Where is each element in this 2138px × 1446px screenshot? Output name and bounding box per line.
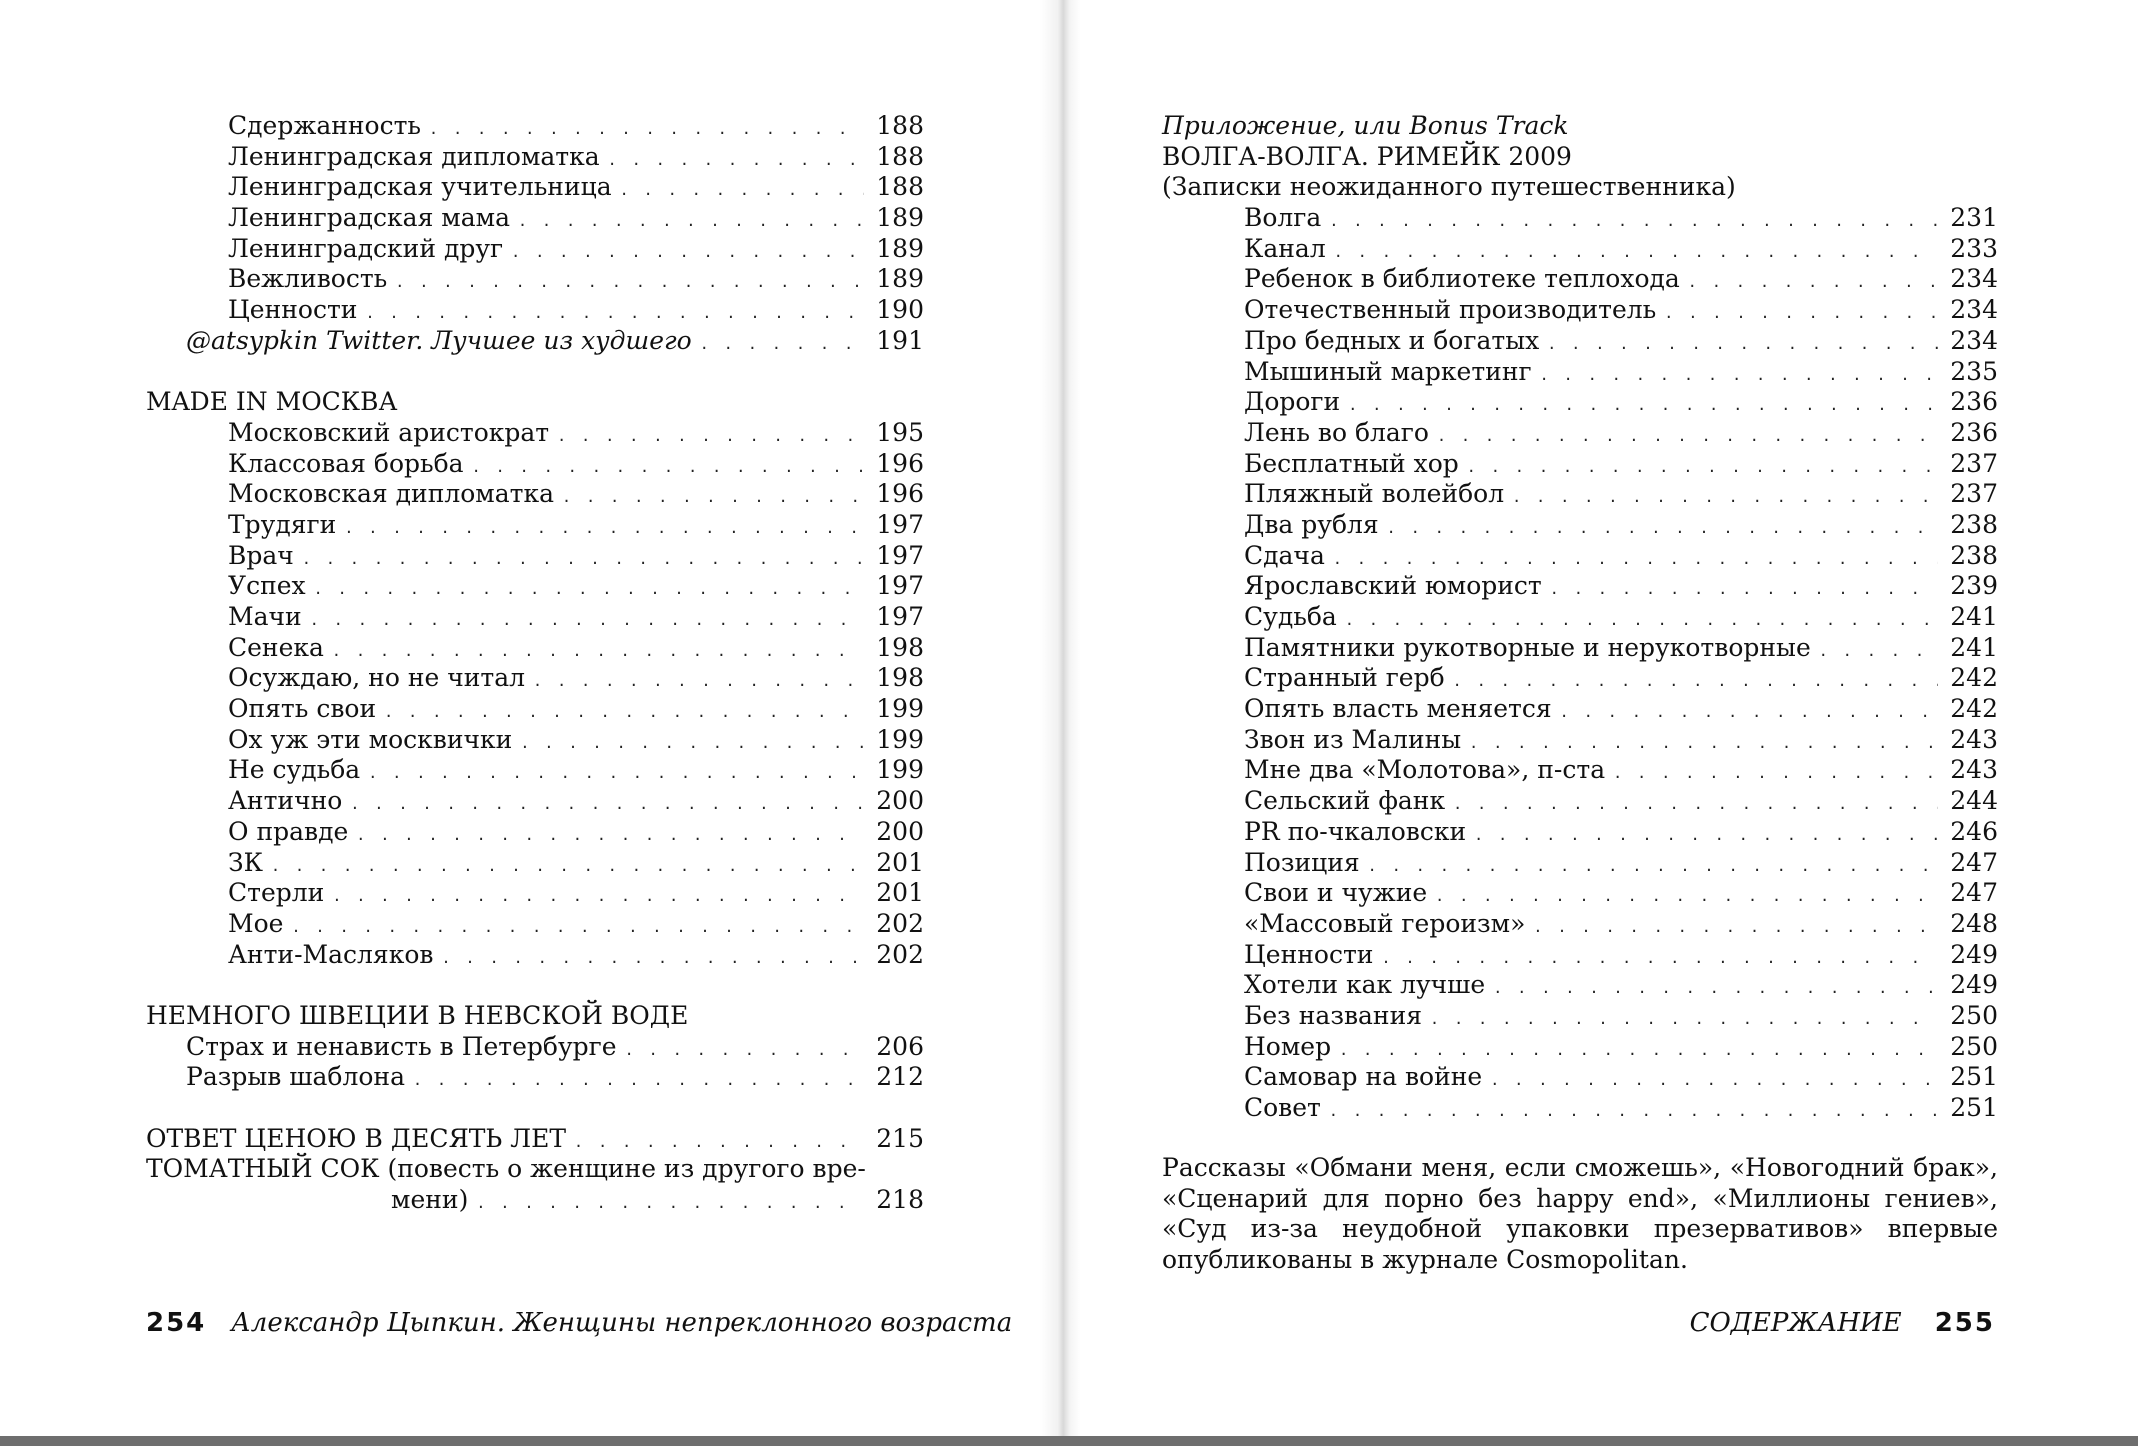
- toc-entry-page: 200: [876, 786, 924, 816]
- toc-entry-page: 197: [876, 509, 924, 539]
- leader-dots: [574, 1127, 864, 1158]
- leader-dots: [533, 666, 864, 697]
- toc-entry[interactable]: [146, 633, 924, 664]
- leader-dots: [1474, 820, 1938, 851]
- toc-entry[interactable]: [1162, 970, 1998, 1001]
- toc-entry[interactable]: [146, 878, 924, 909]
- toc-entry[interactable]: [146, 418, 924, 449]
- toc-entry-title: Московская дипломатка: [228, 479, 555, 509]
- toc-entry-page: 250: [1950, 1031, 1998, 1061]
- toc-entry-page: 188: [876, 141, 924, 171]
- toc-entry[interactable]: [146, 725, 924, 756]
- leader-dots: [562, 482, 864, 513]
- toc-entry[interactable]: [146, 909, 924, 940]
- toc-entry-page: 215: [876, 1123, 924, 1153]
- toc-entry-page: 234: [1950, 295, 1998, 325]
- toc-entry-title: Мышиный маркетинг: [1244, 356, 1532, 386]
- toc-entry-title: Ценности: [1244, 939, 1374, 969]
- toc-entry-title: Классовая борьба: [228, 448, 464, 478]
- toc-entry-title: PR по-чкаловски: [1244, 816, 1467, 846]
- leader-dots: [1334, 237, 1938, 268]
- toc-entry-page: 234: [1950, 325, 1998, 355]
- leader-dots: [365, 298, 864, 329]
- right-footer: [1690, 1308, 1995, 1338]
- toc-entry-page: 249: [1950, 970, 1998, 1000]
- leader-dots: [1469, 728, 1938, 759]
- leader-dots: [368, 758, 864, 789]
- leader-dots: [384, 697, 864, 728]
- toc-entry-title: Ленинградская дипломатка: [228, 141, 600, 171]
- toc-entry-title: Волга: [1244, 203, 1322, 233]
- toc-entry-title: Дороги: [1244, 387, 1341, 417]
- toc-entry-title: Разрыв шаблона: [186, 1062, 405, 1092]
- leader-dots: [472, 452, 864, 483]
- running-title: СОДЕРЖАНИЕ: [1689, 1308, 1902, 1338]
- toc-entry-title: Сдержанность: [228, 111, 422, 140]
- section-heading-moscow: MADE IN МОСКВА: [146, 387, 398, 417]
- toc-entry-page: 199: [876, 724, 924, 754]
- leader-dots: [1430, 1004, 1938, 1035]
- toc-group-sweden: [146, 1032, 924, 1093]
- leader-dots: [1533, 912, 1938, 943]
- publication-note: Рассказы «Обмани меня, если сможешь», «Новогодний брак», «Сценарий для порно без happy end», «Миллионы гениев», «Суд из-за неудобной упаковки презервативов» впервые опубликованы в журнале Cosmopolitan.: [1162, 1153, 1998, 1275]
- toc-entry-title: Мачи: [228, 602, 302, 631]
- toc-entry-title: О правде: [228, 816, 349, 846]
- leader-dots: [1345, 605, 1938, 636]
- toc-entry[interactable]: [146, 663, 924, 694]
- toc-entry-title: Осуждаю, но не читал: [228, 663, 526, 693]
- toc-entry-title: Без названия: [1244, 1000, 1423, 1030]
- toc-entry-page: 218: [876, 1185, 924, 1215]
- leader-dots: [1387, 513, 1938, 544]
- toc-entry-twitter[interactable]: [146, 326, 924, 357]
- left-toc: [146, 111, 924, 1216]
- toc-entry-page: 199: [876, 694, 924, 724]
- toc-entry-page: 199: [876, 755, 924, 785]
- toc-entry-title: Сенека: [228, 632, 324, 662]
- toc-entry-page: 212: [876, 1062, 924, 1092]
- leader-dots: [1437, 421, 1938, 452]
- running-title: Александр Цыпкин. Женщины непреклонного возраста: [231, 1308, 1013, 1338]
- toc-entry-title: Самовар на войне: [1244, 1062, 1483, 1092]
- toc-entry[interactable]: [1162, 817, 1998, 848]
- page-number: 254: [146, 1308, 207, 1338]
- leader-dots: [332, 636, 864, 667]
- toc-entry-page: 189: [876, 233, 924, 263]
- toc-entry-page: 241: [1950, 632, 1998, 662]
- leader-dots: [441, 943, 864, 974]
- leader-dots: [302, 544, 864, 575]
- leader-dots: [310, 605, 864, 636]
- leader-dots: [1540, 360, 1938, 391]
- toc-entry-page: 247: [1950, 878, 1998, 908]
- toc-entry[interactable]: [1162, 1093, 1998, 1124]
- toc-entry-title: ОТВЕТ ЦЕНОЮ В ДЕСЯТЬ ЛЕТ: [146, 1123, 567, 1153]
- toc-entry-title: Сдача: [1244, 540, 1325, 570]
- toc-entry-title: Сельский фанк: [1244, 786, 1446, 816]
- toc-entry-page: 195: [876, 417, 924, 447]
- toc-entry-title: Отечественный производитель: [1244, 295, 1657, 325]
- toc-entry[interactable]: [1162, 387, 1998, 418]
- toc-entry-page: 198: [876, 632, 924, 662]
- toc-entry-title: @atsypkin Twitter. Лучшее из худшего: [186, 325, 692, 355]
- toc-entry[interactable]: [1162, 510, 1998, 541]
- toc-entry-title: ЗК: [228, 847, 263, 877]
- toc-entry-page: 243: [1950, 724, 1998, 754]
- toc-entry[interactable]: [1162, 203, 1998, 234]
- toc-entry-title: Про бедных и богатых: [1244, 325, 1540, 355]
- leader-dots: [1453, 789, 1938, 820]
- toc-entry[interactable]: [146, 571, 924, 602]
- leader-dots: [1547, 329, 1938, 360]
- toc-entry-page: 231: [1950, 203, 1998, 233]
- toc-entry-title: Судьба: [1244, 602, 1337, 631]
- toc-entry[interactable]: [1162, 479, 1998, 510]
- toc-entry[interactable]: [146, 848, 924, 879]
- toc-entry-page: 200: [876, 816, 924, 846]
- toc-entry-title: Пляжный волейбол: [1244, 479, 1505, 509]
- leader-dots: [1613, 758, 1938, 789]
- toc-entry-answer[interactable]: [146, 1124, 924, 1155]
- toc-entry-title: Ленинградская мама: [228, 203, 510, 233]
- toc-entry[interactable]: [146, 111, 924, 142]
- toc-entry-page: 241: [1950, 602, 1998, 631]
- section-heading-volga: ВОЛГА-ВОЛГА. РИМЕЙК 2009: [1162, 141, 1572, 171]
- toc-entry-title: Московский аристократ: [228, 417, 550, 447]
- page-number: 255: [1934, 1308, 1995, 1338]
- toc-entry[interactable]: [146, 786, 924, 817]
- toc-entry-page: 247: [1950, 847, 1998, 877]
- leader-dots: [1329, 1096, 1938, 1127]
- toc-entry-page: 244: [1950, 786, 1998, 816]
- leader-dots: [1368, 851, 1938, 882]
- toc-entry-page: 236: [1950, 387, 1998, 417]
- toc-entry-title: Трудяги: [228, 509, 337, 539]
- leader-dots: [350, 789, 864, 820]
- toc-entry[interactable]: [1162, 602, 1998, 633]
- toc-group-moscow: [146, 418, 924, 970]
- toc-entry-page: 242: [1950, 694, 1998, 724]
- toc-entry[interactable]: [146, 449, 924, 480]
- leader-dots: [1339, 1035, 1938, 1066]
- leader-dots: [1688, 267, 1938, 298]
- leader-dots: [620, 175, 864, 206]
- section-heading-sweden: НЕМНОГО ШВЕЦИИ В НЕВСКОЙ ВОДЕ: [146, 1000, 689, 1030]
- toc-entry[interactable]: [1162, 449, 1998, 480]
- leader-dots: [1467, 452, 1938, 483]
- toc-entry[interactable]: [1162, 1062, 1998, 1093]
- toc-entry[interactable]: [146, 479, 924, 510]
- toc-entry-page: 197: [876, 602, 924, 631]
- toc-entry[interactable]: [146, 602, 924, 633]
- toc-entry-page: 188: [876, 172, 924, 202]
- leader-dots: [557, 421, 864, 452]
- toc-entry-title: Звон из Малины: [1244, 724, 1462, 754]
- leader-dots: [520, 728, 864, 759]
- toc-entry-page: 189: [876, 203, 924, 233]
- toc-entry-page: 239: [1950, 571, 1998, 601]
- leader-dots: [1550, 574, 1938, 605]
- toc-entry-page: 233: [1950, 233, 1998, 263]
- toc-entry[interactable]: [1162, 786, 1998, 817]
- leader-dots: [1348, 390, 1938, 421]
- toc-entry-title: Стерли: [228, 878, 325, 908]
- toc-entry-title: Памятники рукотворные и нерукотворные: [1244, 632, 1811, 662]
- leader-dots: [395, 267, 864, 298]
- leader-dots: [344, 513, 864, 544]
- toc-entry-title: Лень во благо: [1244, 417, 1429, 447]
- toc-entry-title: Опять власть меняется: [1244, 694, 1552, 724]
- leader-dots: [1329, 206, 1938, 237]
- leader-dots: [1435, 881, 1938, 912]
- toc-entry-page: 235: [1950, 356, 1998, 386]
- toc-entry-title: Позиция: [1244, 847, 1360, 877]
- toc-entry[interactable]: [1162, 909, 1998, 940]
- toc-entry-page: 234: [1950, 264, 1998, 294]
- toc-entry-title: Ленинградская учительница: [228, 172, 612, 202]
- toc-entry-page: 202: [876, 939, 924, 969]
- toc-entry[interactable]: [146, 694, 924, 725]
- toc-entry-title: Хотели как лучше: [1244, 970, 1486, 1000]
- toc-entry[interactable]: [1162, 541, 1998, 572]
- toc-entry-page: 236: [1950, 417, 1998, 447]
- left-footer: [146, 1308, 1012, 1338]
- toc-entry-title: Номер: [1244, 1031, 1332, 1061]
- toc-entry[interactable]: [1162, 1001, 1998, 1032]
- leader-dots: [1819, 636, 1938, 667]
- leader-dots: [1664, 298, 1938, 329]
- toc-entry[interactable]: [146, 203, 924, 234]
- leader-dots: [518, 206, 864, 237]
- toc-entry[interactable]: [1162, 663, 1998, 694]
- toc-entry-page: 189: [876, 264, 924, 294]
- toc-entry[interactable]: [1162, 725, 1998, 756]
- toc-entry-title: Мое: [228, 908, 284, 938]
- toc-entry-title: Мне два «Молотова», п-ста: [1244, 755, 1606, 785]
- leader-dots: [271, 851, 864, 882]
- toc-entry[interactable]: [1162, 264, 1998, 295]
- leader-dots: [1381, 943, 1938, 974]
- toc-entry-title: Успех: [228, 571, 306, 601]
- toc-entry-page: 243: [1950, 755, 1998, 785]
- toc-entry-page: 201: [876, 847, 924, 877]
- toc-entry-title-line1: ТОМАТНЫЙ СОК (повесть о женщине из другого вре-: [146, 1154, 866, 1184]
- toc-entry[interactable]: [146, 510, 924, 541]
- section-subheading-volga: (Записки неожиданного путешественника): [1162, 172, 1736, 202]
- toc-entry-title: Ценности: [228, 295, 358, 325]
- toc-group-volga: [1162, 203, 1998, 1124]
- toc-entry[interactable]: [1162, 848, 1998, 879]
- toc-entry-page: 188: [876, 111, 924, 140]
- toc-entry-tomato[interactable]: [146, 1154, 924, 1215]
- toc-entry[interactable]: [146, 541, 924, 572]
- toc-entry[interactable]: [1162, 234, 1998, 265]
- toc-entry[interactable]: [1162, 633, 1998, 664]
- toc-entry[interactable]: [1162, 326, 1998, 357]
- toc-entry-page: 197: [876, 540, 924, 570]
- toc-entry-page: 237: [1950, 479, 1998, 509]
- toc-entry[interactable]: [1162, 418, 1998, 449]
- toc-entry-title: Ох уж эти москвички: [228, 724, 513, 754]
- toc-entry-page: 238: [1950, 509, 1998, 539]
- toc-entry-title: Ленинградский друг: [228, 233, 504, 263]
- toc-entry[interactable]: [146, 295, 924, 326]
- toc-entry[interactable]: [1162, 295, 1998, 326]
- toc-entry[interactable]: [146, 817, 924, 848]
- toc-entry-title: Вежливость: [228, 264, 388, 294]
- leader-dots: [413, 1065, 864, 1096]
- leader-dots: [1560, 697, 1938, 728]
- toc-entry[interactable]: [146, 234, 924, 265]
- right-toc: [1162, 111, 1998, 1124]
- toc-entry-page: 246: [1950, 816, 1998, 846]
- toc-entry-title: Антично: [228, 786, 343, 816]
- toc-entry-title: Страх и ненависть в Петербурге: [186, 1031, 617, 1061]
- viewer-bottom-bar: [0, 1436, 2138, 1446]
- toc-entry-page: 201: [876, 878, 924, 908]
- leader-dots: [332, 881, 864, 912]
- toc-entry-title: Анти-Масляков: [228, 939, 434, 969]
- toc-entry[interactable]: [146, 1062, 924, 1093]
- toc-entry-page: 242: [1950, 663, 1998, 693]
- toc-entry-page: 197: [876, 571, 924, 601]
- toc-entry[interactable]: [1162, 1032, 1998, 1063]
- toc-group-leningrad: [146, 111, 924, 326]
- toc-entry-page: 190: [876, 295, 924, 325]
- toc-entry-title: Бесплатный хор: [1244, 448, 1459, 478]
- leader-dots: [1333, 544, 1938, 575]
- leader-dots: [476, 1188, 864, 1219]
- toc-entry[interactable]: [146, 755, 924, 786]
- toc-entry-title: Ребенок в библиотеке теплохода: [1244, 264, 1680, 294]
- toc-entry-title: «Массовый героизм»: [1244, 908, 1526, 938]
- leader-dots: [608, 145, 864, 176]
- toc-entry-page: 248: [1950, 908, 1998, 938]
- toc-entry-page: 250: [1950, 1000, 1998, 1030]
- toc-entry[interactable]: [1162, 694, 1998, 725]
- toc-entry-page: 196: [876, 479, 924, 509]
- toc-entry-page: 238: [1950, 540, 1998, 570]
- toc-entry-page: 251: [1950, 1093, 1998, 1122]
- leader-dots: [1453, 666, 1938, 697]
- toc-entry[interactable]: [146, 264, 924, 295]
- toc-entry[interactable]: [146, 940, 924, 971]
- appendix-title: Приложение, или Bonus Track: [1162, 111, 1569, 140]
- toc-entry-title: Канал: [1244, 233, 1326, 263]
- toc-entry-title: Врач: [228, 540, 294, 570]
- leader-dots: [1493, 973, 1938, 1004]
- toc-entry[interactable]: [146, 142, 924, 173]
- leader-dots: [625, 1035, 864, 1066]
- toc-entry-page: 251: [1950, 1062, 1998, 1092]
- toc-entry-page: 198: [876, 663, 924, 693]
- toc-entry-title: Совет: [1244, 1093, 1321, 1122]
- leader-dots: [1512, 482, 1938, 513]
- leader-dots: [429, 114, 864, 145]
- toc-entry-title-line2: мени): [391, 1185, 469, 1215]
- leader-dots: [511, 237, 864, 268]
- toc-entry-title: Опять свои: [228, 694, 377, 724]
- toc-entry-title: Свои и чужие: [1244, 878, 1428, 908]
- toc-entry[interactable]: [146, 172, 924, 203]
- toc-entry-page: 191: [876, 325, 924, 355]
- toc-entry-page: 237: [1950, 448, 1998, 478]
- leader-dots: [356, 820, 864, 851]
- toc-entry-title: Странный герб: [1244, 663, 1445, 693]
- toc-entry-title: Два рубля: [1244, 509, 1379, 539]
- leader-dots: [291, 912, 864, 943]
- book-gutter: [1040, 0, 1080, 1436]
- toc-entry[interactable]: [1162, 571, 1998, 602]
- toc-entry[interactable]: [1162, 755, 1998, 786]
- toc-entry-page: 202: [876, 908, 924, 938]
- leader-dots: [314, 574, 864, 605]
- toc-entry-page: 196: [876, 448, 924, 478]
- leader-dots: [1490, 1065, 1938, 1096]
- toc-entry[interactable]: [1162, 357, 1998, 388]
- leader-dots: [700, 329, 864, 360]
- toc-entry-page: 206: [876, 1031, 924, 1061]
- toc-entry[interactable]: [1162, 878, 1998, 909]
- toc-entry-title: Не судьба: [228, 755, 361, 785]
- toc-entry-page: 249: [1950, 939, 1998, 969]
- toc-entry-title: Ярославский юморист: [1244, 571, 1542, 601]
- toc-entry[interactable]: [1162, 940, 1998, 971]
- toc-entry[interactable]: [146, 1032, 924, 1063]
